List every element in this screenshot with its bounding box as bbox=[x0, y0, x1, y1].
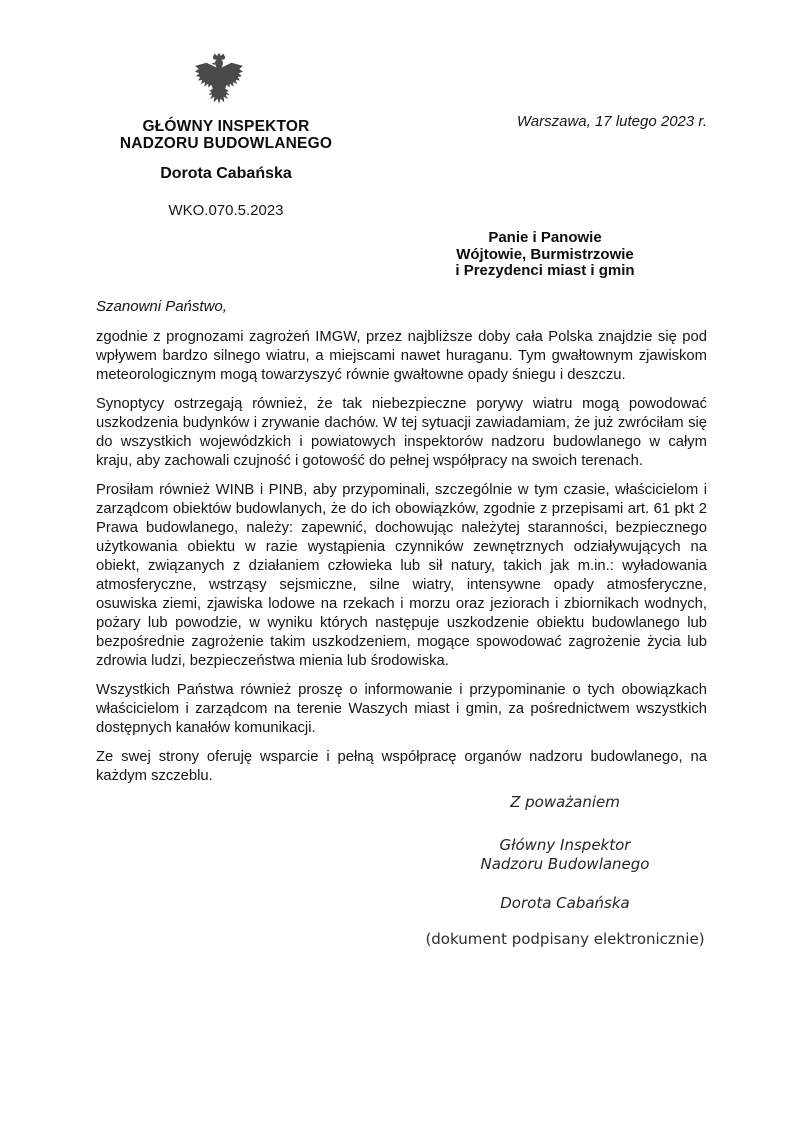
body-paragraph-5: Ze swej strony oferuję wsparcie i pełną współpracę organów nadzoru budowlanego, na każdym szczeblu. bbox=[96, 749, 707, 784]
closing-block bbox=[405, 793, 725, 949]
salutation: Szanowni Państwo, bbox=[96, 298, 227, 315]
body-paragraph-4: Wszystkich Państwa również proszę o informowanie i przypominanie o tych obowiązkach właścicielom i zarządcom na terenie Waszych miast i gmin, za pośrednictwem wszystkich dostępnych kanałów komunikacji. bbox=[96, 682, 707, 736]
addressee-line1: Panie i Panowie bbox=[488, 229, 602, 246]
org-name-line2: NADZORU BUDOWLANEGO bbox=[119, 135, 333, 152]
valediction: Z poważaniem bbox=[510, 793, 620, 811]
polish-eagle-emblem-icon bbox=[193, 52, 245, 110]
signature-title-line2: Nadzoru Budowlanego bbox=[480, 855, 650, 873]
signatory-name: Dorota Cabańska bbox=[160, 165, 292, 182]
electronic-signature-note: (dokument podpisany elektronicznie) bbox=[425, 930, 705, 948]
addressee-block bbox=[395, 230, 695, 280]
signature-name: Dorota Cabańska bbox=[500, 894, 630, 912]
signature-title bbox=[405, 836, 725, 874]
reference-number: WKO.070.5.2023 bbox=[168, 202, 284, 219]
body-paragraph-3: Prosiłam również WINB i PINB, aby przypominali, szczególnie w tym czasie, właścicielom i zarządcom obiektów budowlanych, że do ich obowiązków, zgodnie z przepisami art. 61 pkt 2 Prawa budowlanego, należy: zapewnić, dochowując należytej staranności, bezpiecznego użytkowania obiektu w razie wystąpienia czynników zewnętrznych odziaływujących na obiekt, związanych z działaniem człowieka lub sił natury, takich jak m.in.: wyładowania atmosferyczne, wstrząsy sejsmiczne, silne wiatry, intensywne opady atmosferyczne, osuwiska ziemi, zjawiska lodowe na rzekach i morzu oraz jeziorach i zbiornikach wodnych, pożary lub powodzie, w wyniku których następuje uszkodzenie obiektu budowlanego lub bezpośrednie zagrożenie takim uszkodzeniem, mogące spowodować zagrożenie życia lub zdrowia ludzi, bezpieczeństwa mienia lub środowiska. bbox=[96, 482, 707, 669]
letter-body bbox=[96, 297, 707, 796]
addressee-line3: i Prezydenci miast i gmin bbox=[455, 262, 635, 279]
place-date: Warszawa, 17 lutego 2023 r. bbox=[516, 113, 707, 130]
addressee-line2: Wójtowie, Burmistrzowie bbox=[456, 245, 634, 263]
org-name bbox=[96, 118, 356, 152]
body-paragraph-2: Synoptycy ostrzegają również, że tak niebezpieczne porywy wiatru mogą powodować uszkodzenia budynków i zrywanie dachów. W tej sytuacji zawiadamiam, że już zwróciłam się do wszystkich wojewódzkich i powiatowych inspektorów nadzoru budowlanego w całym kraju, aby zachowali czujność i gotowość do pełnej współpracy na swoich terenach. bbox=[96, 396, 707, 469]
body-paragraph-1: zgodnie z prognozami zagrożeń IMGW, przez najbliższe doby cała Polska znajdzie się pod wpływem bardzo silnego wiatru, a miejscami nawet huraganu. Tym gwałtownym zjawiskom meteorologicznym mogą towarzyszyć równie gwałtowne opady śniegu i deszczu. bbox=[96, 329, 707, 383]
signature-title-line1: Główny Inspektor bbox=[499, 836, 631, 854]
org-name-line1: GŁÓWNY INSPEKTOR bbox=[142, 118, 310, 135]
